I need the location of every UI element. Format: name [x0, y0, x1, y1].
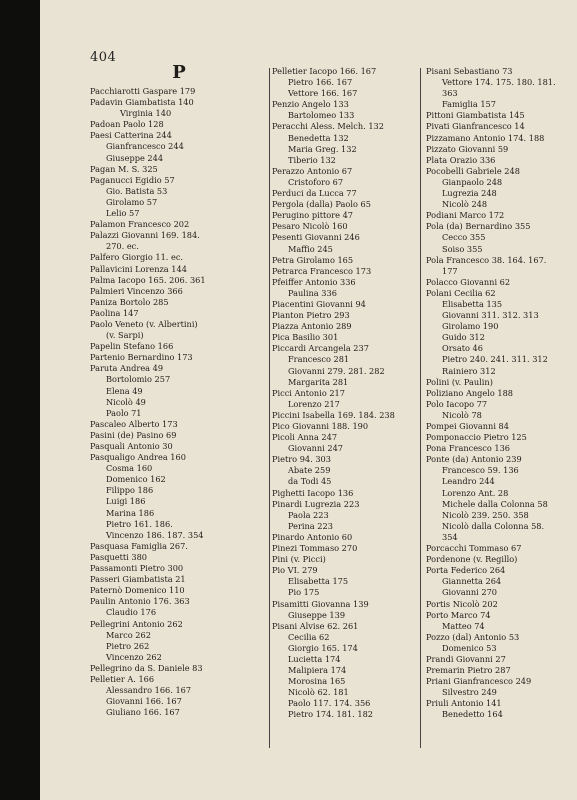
index-entry: Paruta Andrea 49 — [90, 363, 164, 374]
index-entry: Malipiera 174 — [288, 665, 347, 676]
index-entry: Paulin Antonio 176. 363 — [90, 596, 190, 607]
index-entry: Pasini (de) Pasino 69 — [90, 429, 177, 440]
index-entry: Perina 223 — [288, 520, 333, 531]
index-entry: Lugrezia 248 — [442, 188, 497, 199]
index-entry: Perduci da Lucca 77 — [272, 188, 357, 199]
index-entry: Pfeiffer Antonio 336 — [272, 276, 356, 287]
index-entry: Piccardi Arcangela 237 — [272, 343, 369, 354]
index-entry: Pizzamano Antonio 174. 188 — [426, 132, 545, 143]
index-entry: Francesco 281 — [288, 354, 350, 365]
index-entry: Pica Basilio 301 — [272, 332, 339, 343]
index-entry: Paolo 117. 174. 356 — [288, 698, 371, 709]
index-entry: Domenico 162 — [106, 474, 166, 485]
index-entry: Pietro 166. 167 — [288, 77, 353, 88]
index-entry: Nicolò 239. 250. 358 — [442, 509, 529, 520]
index-entry: Plata Orazio 336 — [426, 154, 496, 165]
index-entry: Vettore 166. 167 — [288, 88, 358, 99]
index-entry: Palamon Francesco 202 — [90, 219, 190, 230]
index-entry: Pasquetti 380 — [90, 551, 148, 562]
index-entry: Pinardo Antonio 60 — [272, 531, 353, 542]
index-entry: Priuli Antonio 141 — [426, 698, 502, 709]
index-entry: Virginia 140 — [120, 108, 172, 119]
index-entry: Polini (v. Paulin) — [426, 376, 493, 387]
index-entry: Priani Gianfrancesco 249 — [426, 676, 532, 687]
index-entry: Pasquasa Famiglia 267. — [90, 540, 188, 551]
index-entry: Pini (v. Picci) — [272, 554, 326, 565]
index-entry: Guido 312 — [442, 332, 485, 343]
index-entry: Pona Francesco 136 — [426, 443, 510, 454]
index-entry: Rainiero 312 — [442, 365, 496, 376]
index-entry: Portis Nicolò 202 — [426, 598, 498, 609]
index-entry: Tiberio 132 — [288, 154, 336, 165]
index-entry: Morosina 165 — [288, 676, 346, 687]
index-entry: Pietro 262 — [106, 640, 150, 651]
index-entry: Domenico 53 — [442, 642, 497, 653]
index-entry: Pivati Gianfrancesco 14 — [426, 121, 525, 132]
index-entry: Papelin Stefano 166 — [90, 341, 174, 352]
index-entry: Piacentini Giovanni 94 — [272, 298, 366, 309]
index-entry: Pietro 161. 186. — [106, 518, 173, 529]
index-entry: Giovanni 166. 167 — [106, 696, 182, 707]
index-entry: Famiglia 157 — [442, 99, 496, 110]
column-divider — [420, 68, 421, 748]
index-entry: Lorenzo 217 — [288, 398, 340, 409]
index-entry: Pisani Alvise 62. 261 — [272, 620, 359, 631]
index-entry: Pola (da) Bernardino 355 — [426, 221, 531, 232]
index-entry: Ponte (da) Antonio 239 — [426, 454, 522, 465]
index-entry: Pocobelli Gabriele 248 — [426, 165, 520, 176]
index-entry: da Todi 45 — [288, 476, 332, 487]
index-entry: Benedetto 164 — [442, 709, 503, 720]
index-entry: Bortolomio 257 — [106, 374, 171, 385]
index-entry: Pietro 240. 241. 311. 312 — [442, 354, 548, 365]
index-entry: Nicolò 62. 181 — [288, 687, 349, 698]
index-entry: Pallavicini Lorenza 144 — [90, 263, 187, 274]
index-entry: Palmieri Vincenzo 366 — [90, 285, 183, 296]
index-entry: Lorenzo Ant. 28 — [442, 487, 509, 498]
index-entry: Paolo 71 — [106, 407, 142, 418]
index-entry: Luigi 186 — [106, 496, 146, 507]
index-entry: Porcacchi Tommaso 67 — [426, 543, 522, 554]
index-entry: Vettore 174. 175. 180. 181. — [442, 77, 556, 88]
index-entry: Giovanni 279. 281. 282 — [288, 365, 385, 376]
index-entry: Pordenone (v. Regillo) — [426, 554, 518, 565]
index-entry: Lucietta 174 — [288, 653, 341, 664]
index-entry: Pico Giovanni 188. 190 — [272, 421, 369, 431]
index-entry: Paternò Domenico 110 — [90, 585, 185, 596]
index-entry: Pianton Pietro 293 — [272, 310, 350, 321]
index-entry: Partenio Bernardino 173 — [90, 352, 193, 363]
index-entry: Pietro 174. 181. 182 — [288, 709, 374, 720]
index-entry: Giuseppe 244 — [106, 152, 164, 163]
index-entry: Polacco Giovanni 62 — [426, 276, 511, 287]
index-entry: Paesi Catterina 244 — [90, 130, 172, 141]
index-entry: Giuseppe 139 — [288, 609, 346, 620]
index-entry: Gio. Batista 53 — [106, 185, 168, 196]
index-entry: Elisabetta 175 — [288, 576, 349, 587]
index-entry: 354 — [442, 531, 458, 542]
index-entry: Pittoni Giambatista 145 — [426, 110, 525, 121]
index-entry: Palfero Giorgio 11. ec. — [90, 252, 184, 263]
index-column-3 — [426, 66, 576, 721]
index-entry: Polo Iacopo 77 — [426, 398, 488, 409]
index-entry: Gianpaolo 248 — [442, 176, 503, 187]
index-entry: Gianfrancesco 244 — [106, 141, 184, 152]
index-entry: 270. ec. — [106, 241, 139, 252]
index-entry: Giovanni 311. 312. 313 — [442, 310, 539, 321]
index-entry: Petrarca Francesco 173 — [272, 265, 372, 276]
index-entry: Lelio 57 — [106, 208, 140, 219]
index-entry: Porta Federico 264 — [426, 565, 506, 576]
index-entry: Nicolò 49 — [106, 396, 146, 407]
index-entry: Girolamo 190 — [442, 321, 499, 332]
index-entry: Perugino pittore 47 — [272, 210, 353, 221]
index-entry: Pinardi Lugrezia 223 — [272, 498, 360, 509]
index-entry: Marco 262 — [106, 629, 151, 640]
index-entry: Giannetta 264 — [442, 576, 502, 587]
index-entry: Pellegrino da S. Daniele 83 — [90, 662, 203, 673]
index-entry: Vincenzo 262 — [106, 651, 162, 662]
index-entry: Bartolomeo 133 — [288, 110, 355, 121]
index-entry: Pasqualigo Andrea 160 — [90, 452, 186, 463]
index-entry: Petra Girolamo 165 — [272, 254, 354, 265]
index-entry: Picci Antonio 217 — [272, 387, 345, 398]
index-entry: Pelletier A. 166 — [90, 673, 155, 684]
index-entry: 177 — [442, 265, 458, 276]
index-entry: Padoan Paolo 128 — [90, 119, 164, 130]
index-entry: Passamonti Pietro 300 — [90, 563, 184, 574]
index-entry: Giorgio 165. 174 — [288, 642, 358, 653]
index-column-2 — [272, 66, 417, 721]
index-entry: Michele dalla Colonna 58 — [442, 498, 548, 509]
index-entry: Passeri Giambatista 21 — [90, 574, 186, 585]
index-entry: Pellegrini Antonio 262 — [90, 618, 183, 629]
index-entry: Girolamo 57 — [106, 196, 158, 207]
index-entry: Pomponaccio Pietro 125 — [426, 432, 527, 443]
index-entry: Pizzato Giovanni 59 — [426, 143, 509, 154]
index-entry: Matteo 74 — [442, 620, 485, 631]
index-entry: Elena 49 — [106, 385, 143, 396]
index-entry: Pacchiarotti Gaspare 179 — [90, 86, 196, 96]
index-entry: Picoli Anna 247 — [272, 432, 338, 443]
index-entry: Cecco 355 — [442, 232, 486, 243]
index-entry: Margarita 281 — [288, 376, 349, 387]
index-entry: Giovanni 270 — [442, 587, 497, 598]
index-entry: Alessandro 166. 167 — [106, 685, 192, 696]
index-entry: Pio 175 — [288, 587, 320, 598]
index-entry: Marina 186 — [106, 507, 155, 518]
index-entry: Premarin Pietro 287 — [426, 665, 511, 676]
index-entry: Pompei Giovanni 84 — [426, 421, 509, 431]
index-entry: Nicolò 78 — [442, 409, 482, 420]
index-entry: Pergola (dalla) Paolo 65 — [272, 199, 371, 210]
index-entry: Poliziano Angelo 188 — [426, 387, 514, 398]
index-entry: Pietro 94. 303 — [272, 454, 331, 465]
index-entry: Porto Marco 74 — [426, 609, 491, 620]
index-entry: Pagan M. S. 325 — [90, 163, 158, 174]
index-entry: Pola Francesco 38. 164. 167. — [426, 254, 547, 265]
index-entry: Leandro 244 — [442, 476, 495, 487]
index-entry: Pascaleo Alberto 173 — [90, 418, 178, 429]
index-entry: Pesenti Giovanni 246 — [272, 232, 360, 243]
index-entry: Piazza Antonio 289 — [272, 321, 352, 332]
index-entry: Pesaro Nicolò 160 — [272, 221, 348, 232]
section-letter: P — [172, 62, 186, 83]
index-entry: Nicolò 248 — [442, 199, 488, 210]
index-entry: Piccini Isabella 169. 184. 238 — [272, 409, 395, 420]
index-entry: Cristoforo 67 — [288, 176, 344, 187]
column-divider — [269, 68, 270, 748]
index-entry: Perazzo Antonio 67 — [272, 165, 353, 176]
index-entry: Palma Iacopo 165. 206. 361 — [90, 274, 206, 285]
index-entry: Claudio 176 — [106, 607, 157, 618]
book-page — [40, 0, 577, 800]
index-entry: Nicolò dalla Colonna 58. — [442, 520, 545, 531]
index-entry: Benedetta 132 — [288, 132, 349, 143]
index-entry: Filippo 186 — [106, 485, 154, 496]
index-entry: Abate 259 — [288, 465, 331, 476]
index-entry: 363 — [442, 88, 458, 99]
index-entry: Cecilia 62 — [288, 631, 330, 642]
index-entry: Pinezi Tommaso 270 — [272, 543, 358, 554]
index-entry: Palazzi Giovanni 169. 184. — [90, 230, 200, 241]
index-entry: Paniza Bortolo 285 — [90, 296, 169, 307]
index-entry: Soiso 355 — [442, 243, 483, 254]
index-entry: Pozzo (dal) Antonio 53 — [426, 631, 520, 642]
index-entry: Pisani Sebastiano 73 — [426, 66, 513, 76]
index-entry: Silvestro 249 — [442, 687, 497, 698]
index-entry: Paolina 147 — [90, 307, 139, 318]
page-number: 404 — [90, 50, 117, 65]
index-entry: Francesco 59. 136 — [442, 465, 519, 476]
index-entry: (v. Sarpi) — [106, 330, 144, 341]
index-entry: Maria Greg. 132 — [288, 143, 357, 154]
index-entry: Paganucci Egidio 57 — [90, 174, 175, 185]
index-entry: Podiani Marco 172 — [426, 210, 505, 221]
index-entry: Pighetti Iacopo 136 — [272, 487, 354, 498]
index-entry: Pio VI. 279 — [272, 565, 318, 576]
index-column-1 — [90, 62, 268, 718]
index-entry: Giovanni 247 — [288, 443, 343, 454]
index-entry: Pisamitti Giovanna 139 — [272, 598, 369, 609]
index-entry: Vincenzo 186. 187. 354 — [106, 529, 204, 540]
index-entry: Prandi Giovanni 27 — [426, 653, 506, 664]
index-entry: Cosma 160 — [106, 463, 153, 474]
index-entry: Polani Cecilia 62 — [426, 287, 496, 298]
index-entry: Pelletier Iacopo 166. 167 — [272, 66, 377, 76]
index-entry: Maffio 245 — [288, 243, 333, 254]
index-entry: Padavin Giambatista 140 — [90, 97, 194, 108]
index-entry: Paulina 336 — [288, 287, 337, 298]
index-entry: Paola 223 — [288, 509, 329, 520]
index-entry: Peracchi Aless. Melch. 132 — [272, 121, 384, 132]
index-entry: Elisabetta 135 — [442, 298, 503, 309]
index-entry: Paolo Veneto (v. Albertini) — [90, 318, 198, 329]
index-entry: Penzio Angelo 133 — [272, 99, 349, 110]
index-entry: Pasquali Antonio 30 — [90, 441, 173, 451]
index-entry: Orsato 46 — [442, 343, 483, 354]
index-entry: Giuliano 166. 167 — [106, 707, 180, 718]
